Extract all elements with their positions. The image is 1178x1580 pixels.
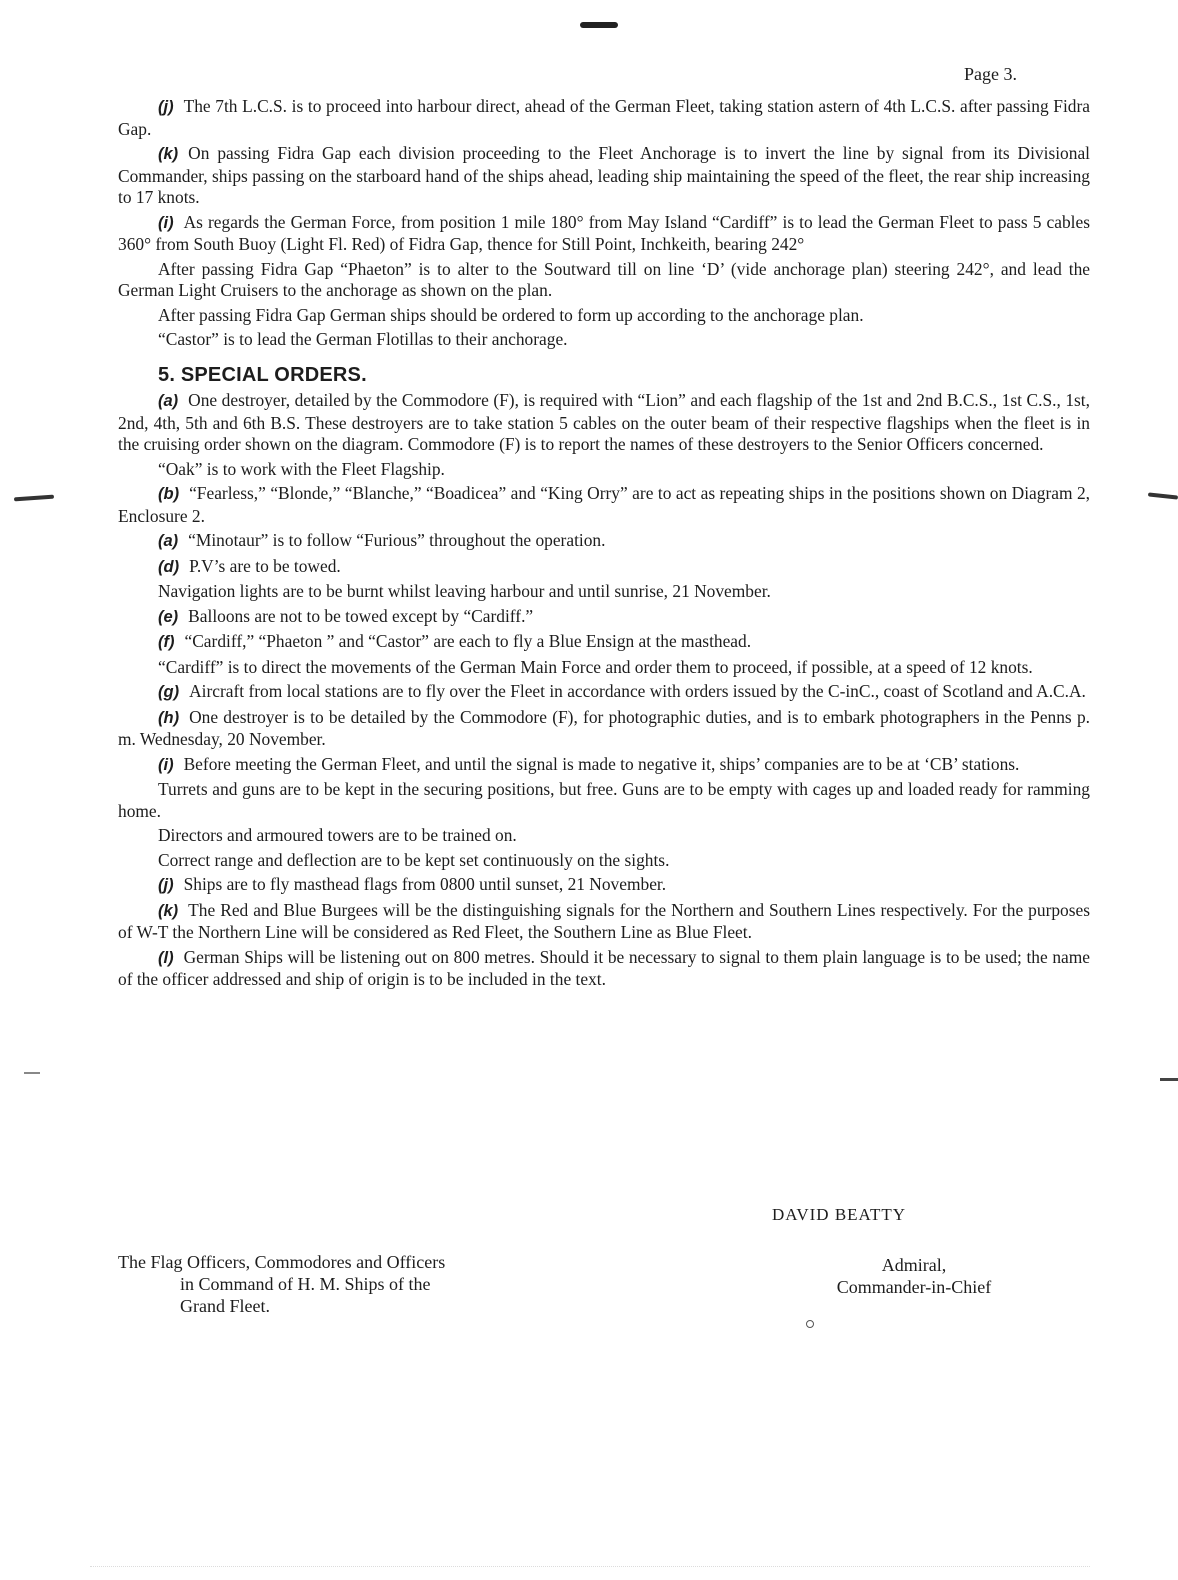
order-text: Aircraft from local stations are to fly over the Fleet in accordance with orders issued by the C-inC., coast of Scotland and A.C.A. [189,681,1086,701]
orders-list [118,390,1090,991]
order-item [118,606,1090,629]
order-label: (f) [158,633,175,651]
addressee-line: The Flag Officers, Commodores and Officers [118,1252,446,1272]
order-item [118,483,1090,527]
addressee-line: in Command of H. M. Ships of the [180,1274,431,1294]
paragraph-text: After passing Fidra Gap German ships should be ordered to form up according to the anchorage plan. [158,304,864,325]
order-item [118,900,1090,944]
paragraph [118,212,1090,256]
order-text: P.V’s are to be towed. [189,555,341,576]
paragraph [118,329,1090,351]
order-label: (a) [158,392,179,410]
rank-block [814,1254,1014,1298]
scan-noise [90,1566,1090,1571]
order-item [118,681,1090,704]
order-item [118,947,1090,991]
top-mark [580,22,618,28]
order-text: Correct range and deflection are to be kept set continuously on the sights. [158,849,670,870]
order-item [118,850,1090,872]
addressee-block [118,1251,445,1317]
paragraph-text: On passing Fidra Gap each division proceeding to the Fleet Anchorage is to invert the line by signal from its Divisional Commander, ships passing on the starboard hand of the ships ahead, leading ship maintaining the speed of the fleet, the rear ship increasing to 17 knots. [118,143,1090,207]
paragraph-text: The 7th L.C.S. is to proceed into harbour direct, ahead of the German Fleet, taking station astern of 4th L.C.S. after passing Fidra Gap. [118,96,1090,139]
paragraph-text: As regards the German Force, from position 1 mile 180° from May Island “Cardiff” is to lead the German Fleet to pass 5 cables 360° from South Buoy (Light Fl. Red) of Fidra Gap, thence for Still Point, Inchkeith, bearing 242° [118,211,1090,254]
paragraph [118,96,1090,140]
order-item [118,459,1090,481]
order-label: (e) [158,607,179,626]
order-text: The Red and Blue Burgees will be the distinguishing signals for the Northern and Southern Lines respectively. For the purposes of W-T the Northern Line will be considered as Red Fleet, the Southern Line as Blue Fleet. [118,899,1090,942]
order-text: Before meeting the German Fleet, and until the signal is made to negative it, ships’ companies are to be at ‘CB’ stations. [183,753,1020,774]
order-item [118,530,1090,553]
signature-name: DAVID BEATTY [772,1205,906,1224]
paragraph [118,143,1090,209]
order-item [118,390,1090,456]
order-label: (l) [158,948,174,967]
order-item [118,754,1090,777]
order-text: “Fearless,” “Blonde,” “Blanche,” “Boadicea” and “King Orry” are to act as repeating ships in the positions shown on Diagram 2, Enclosure 2. [118,483,1090,526]
rank-line: Admiral, [881,1255,947,1275]
paragraph-label: (j) [158,98,174,116]
order-text: One destroyer, detailed by the Commodore (F), is required with “Lion” and each flagship of the 1st and 2nd B.C.S., 1st C.S., 1st, 2nd, 4th, 5th and 6th B.S. These destroyers are to take station 5 cables on the outer beam of their respective flagships when the fleet is in the cruising order shown on the diagram. Commodore (F) is to report the names of these destroyers to the Senior Officers concerned. [118,390,1090,454]
margin-mark-right-lower [1160,1078,1178,1081]
margin-mark-left-lower [24,1072,40,1074]
addressee-line: Grand Fleet. [180,1296,270,1316]
order-label: (b) [158,485,180,503]
margin-mark-right [1148,492,1178,499]
order-label: (g) [158,683,180,701]
order-label: (a) [158,532,179,550]
document-body [118,96,1090,994]
order-text: Navigation lights are to be burnt whilst leaving harbour and until sunrise, 21 November. [158,581,771,601]
paragraph-label: (k) [158,145,179,163]
order-text: Turrets and guns are to be kept in the securing positions, but free. Guns are to be empty with cages up and loaded ready for ramming home. [118,779,1090,821]
order-item [118,556,1090,579]
paragraph-text: After passing Fidra Gap “Phaeton” is to alter to the Soutward till on line ‘D’ (vide anchorage plan) steering 242°, and lead the German Light Cruisers to the anchorage as shown on the plan. [118,258,1090,300]
order-item [118,707,1090,751]
paragraph-list [118,96,1090,351]
paragraph-label: (i) [158,213,174,232]
order-item [118,581,1090,603]
rank-line: Commander-in-Chief [836,1277,992,1297]
order-label: (j) [158,876,174,894]
order-text: Ships are to fly masthead flags from 0800 until sunset, 21 November. [183,874,667,894]
margin-mark-left [14,495,54,502]
order-item [118,825,1090,847]
order-text: Balloons are not to be towed except by “Cardiff.” [188,605,534,626]
stray-dot [806,1320,814,1328]
order-item [118,657,1090,679]
paragraph [118,259,1090,302]
order-text: Directors and armoured towers are to be trained on. [158,825,517,845]
order-text: “Cardiff” is to direct the movements of the German Main Force and order them to proceed, if possible, at a speed of 12 knots. [158,656,1033,677]
paragraph-text: “Castor” is to lead the German Flotillas to their anchorage. [158,329,568,349]
order-item [118,631,1090,654]
order-text: “Oak” is to work with the Fleet Flagship. [158,458,445,479]
section-heading: 5. SPECIAL ORDERS. [158,363,367,386]
order-text: German Ships will be listening out on 800 metres. Should it be necessary to signal to them plain language is to be used; the name of the officer addressed and ship of origin is to be included in the text. [118,946,1090,989]
order-text: “Cardiff,” “Phaeton ” and “Castor” are each to fly a Blue Ensign at the masthead. [184,631,752,651]
order-label: (k) [158,901,179,920]
order-text: One destroyer is to be detailed by the Commodore (F), for photographic duties, and is to embark photographers in the Penns p. m. Wednesday, 20 November. [118,706,1090,749]
order-label: (d) [158,557,180,576]
order-label: (h) [158,708,180,727]
order-item [118,779,1090,822]
paragraph [118,305,1090,327]
page-number: Page 3. [964,64,1017,84]
order-label: (i) [158,755,174,774]
order-item [118,874,1090,897]
order-text: “Minotaur” is to follow “Furious” throughout the operation. [188,530,606,550]
